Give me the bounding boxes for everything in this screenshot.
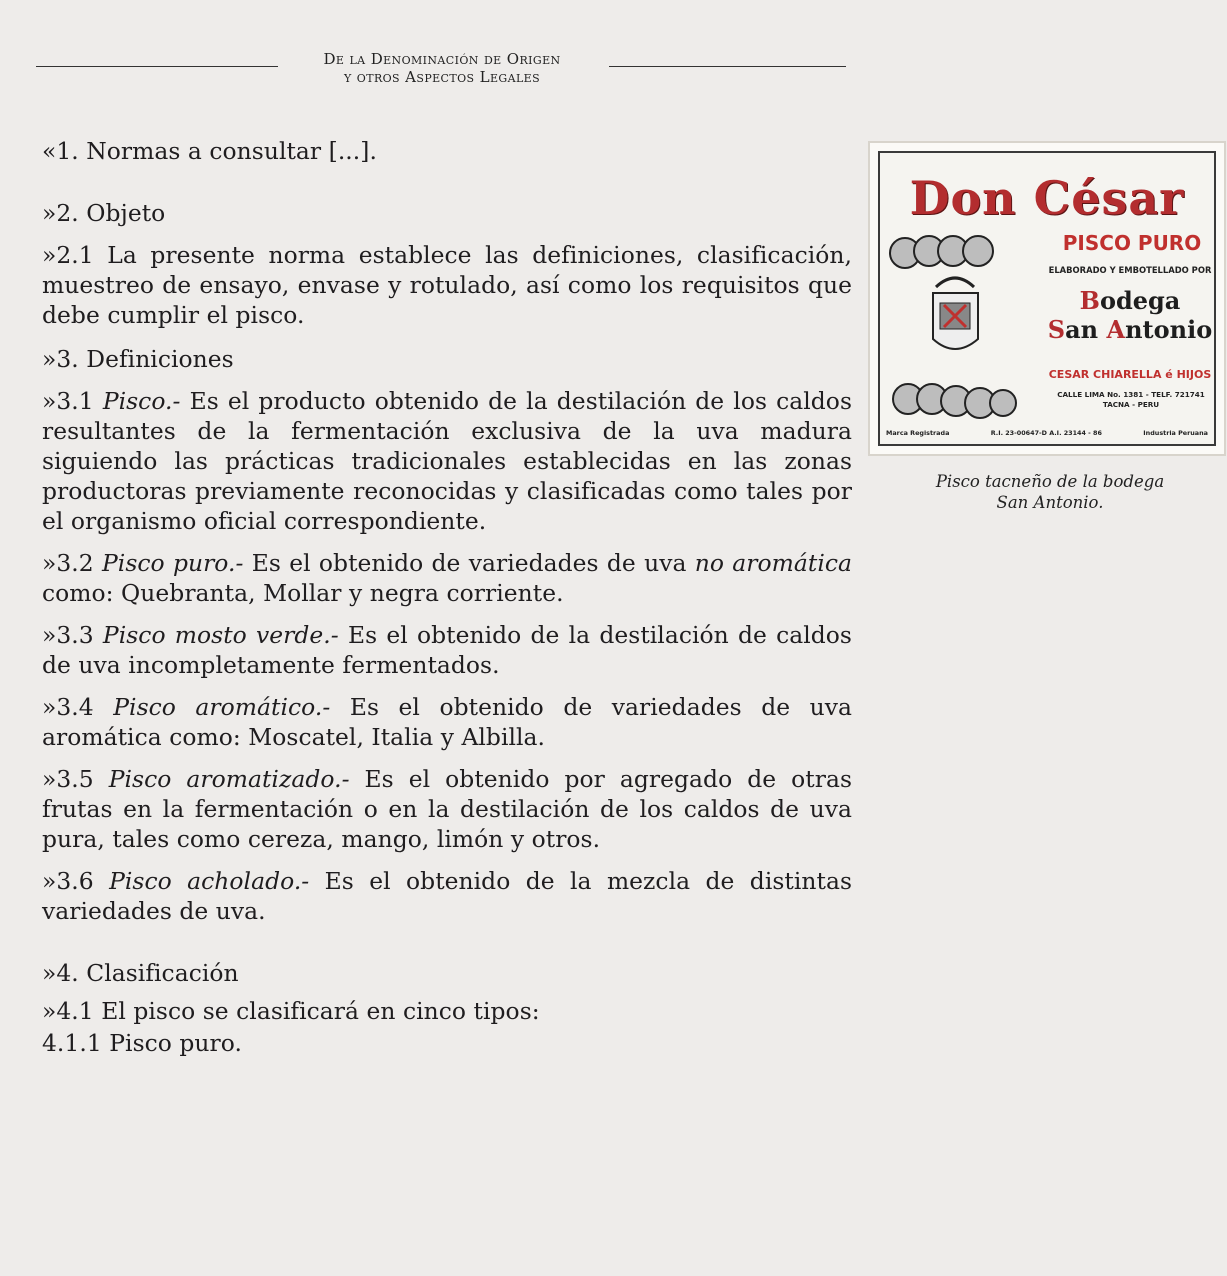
- def-text: Es el producto obtenido de la destilación de los caldos resultantes de la fermentación exclusiva de la uva madura siguiendo las prácticas tradicionales establecidas en las zonas productoras previamente reconocidas y clasificadas como tales por el organismo oficial correspondiente.: [42, 387, 852, 535]
- header-title-line1: De la Denominación de Origen: [323, 50, 561, 68]
- medals-and-crest-icon: [888, 231, 1023, 421]
- bodega-word: ntonio: [1125, 315, 1213, 344]
- label-footer-mid: R.I. 23-00647-D A.I. 23144 - 86: [990, 429, 1102, 437]
- label-address: [1038, 390, 1216, 410]
- def-number: »3.4: [42, 693, 114, 721]
- para-definiciones-heading: »3. Definiciones: [42, 345, 234, 373]
- header-title: [286, 50, 598, 86]
- label-elaborado: ELABORADO Y EMBOTELLADO POR: [1048, 265, 1212, 275]
- bodega-initial: B: [1079, 286, 1100, 315]
- para-def-aromatico: [42, 692, 852, 752]
- label-bodega-name: [1040, 286, 1216, 344]
- bodega-word: an: [1065, 315, 1107, 344]
- bodega-initial: S: [1047, 315, 1066, 344]
- label-footer: [886, 429, 1208, 437]
- caption-line2: San Antonio.: [996, 493, 1104, 512]
- figure-caption: [905, 471, 1195, 513]
- bodega-initial: A: [1106, 315, 1126, 344]
- para-def-pisco: [42, 386, 852, 536]
- para-objeto-heading: »2. Objeto: [42, 199, 166, 227]
- label-frame: [878, 151, 1216, 446]
- def-text: Es el obtenido de variedades de uva aromática como: Moscatel, Italia y Albilla.: [42, 693, 853, 751]
- def-term: Pisco mosto verde.-: [102, 621, 339, 649]
- para-pisco-puro-item: 4.1.1 Pisco puro.: [42, 1029, 242, 1057]
- def-number: »3.3: [42, 621, 103, 649]
- header-title-line2: y otros Aspectos Legales: [343, 68, 541, 86]
- def-number: »3.2: [42, 549, 102, 577]
- para-normas: «1. Normas a consultar [...].: [42, 137, 377, 165]
- def-term: Pisco acholado.-: [109, 867, 310, 895]
- label-footer-right: Industria Peruana: [1143, 429, 1208, 437]
- label-address-line1: CALLE LIMA No. 1381 - TELF. 721741: [1057, 390, 1205, 399]
- def-number: »3.1: [42, 387, 103, 415]
- def-term: Pisco aromático.-: [113, 693, 331, 721]
- main-text: [42, 136, 852, 1058]
- label-brand: Don César: [909, 171, 1185, 225]
- header-rule-right: [609, 66, 846, 67]
- label-footer-left: Marca Registrada: [886, 429, 950, 437]
- def-text: Es el obtenido de la destilación de caldos de uva incompletamente fermentados.: [42, 621, 852, 679]
- label-owner: CESAR CHIARELLA é HIJOS: [1048, 368, 1212, 381]
- def-term: Pisco aromatizado.-: [108, 765, 350, 793]
- para-objeto: »2.1 La presente norma establece las definiciones, clasificación, muestreo de ensayo, envase y rotulado, así como los requisitos que debe cumplir el pisco.: [42, 241, 852, 329]
- def-text: Es el obtenido de la mezcla de distintas variedades de uva.: [42, 867, 853, 925]
- def-number: »3.5: [42, 765, 109, 793]
- bodega-word: odega: [1099, 286, 1181, 315]
- def-term-emphasis: no aromática: [694, 549, 852, 577]
- def-number: »3.6: [42, 867, 110, 895]
- bodega-line1: [1040, 286, 1216, 315]
- def-text: como: Quebranta, Mollar y negra corriente.: [42, 579, 564, 607]
- bottle-label-image: [868, 141, 1226, 456]
- def-term: Pisco puro.-: [102, 549, 244, 577]
- para-def-aromatizado: [42, 764, 852, 854]
- header-rule-left: [36, 66, 278, 67]
- para-def-pisco-puro: [42, 548, 852, 608]
- caption-line1: Pisco tacneño de la bodega: [935, 472, 1165, 491]
- running-header: [36, 48, 846, 98]
- para-def-mosto-verde: [42, 620, 852, 680]
- para-def-acholado: [42, 866, 852, 926]
- para-clasificacion: »4.1 El pisco se clasificará en cinco tipos:: [42, 997, 540, 1025]
- label-product: PISCO PURO: [1062, 231, 1202, 255]
- def-text: Es el obtenido de variedades de uva: [243, 549, 695, 577]
- bodega-line2: [1040, 315, 1216, 344]
- para-clasificacion-heading: »4. Clasificación: [42, 959, 239, 987]
- label-address-line2: TACNA - PERU: [1102, 400, 1160, 409]
- def-term: Pisco.-: [102, 387, 181, 415]
- def-text: Es el obtenido por agregado de otras frutas en la fermentación o en la destilación de los caldos de uva pura, tales como cereza, mango, limón y otros.: [42, 765, 853, 853]
